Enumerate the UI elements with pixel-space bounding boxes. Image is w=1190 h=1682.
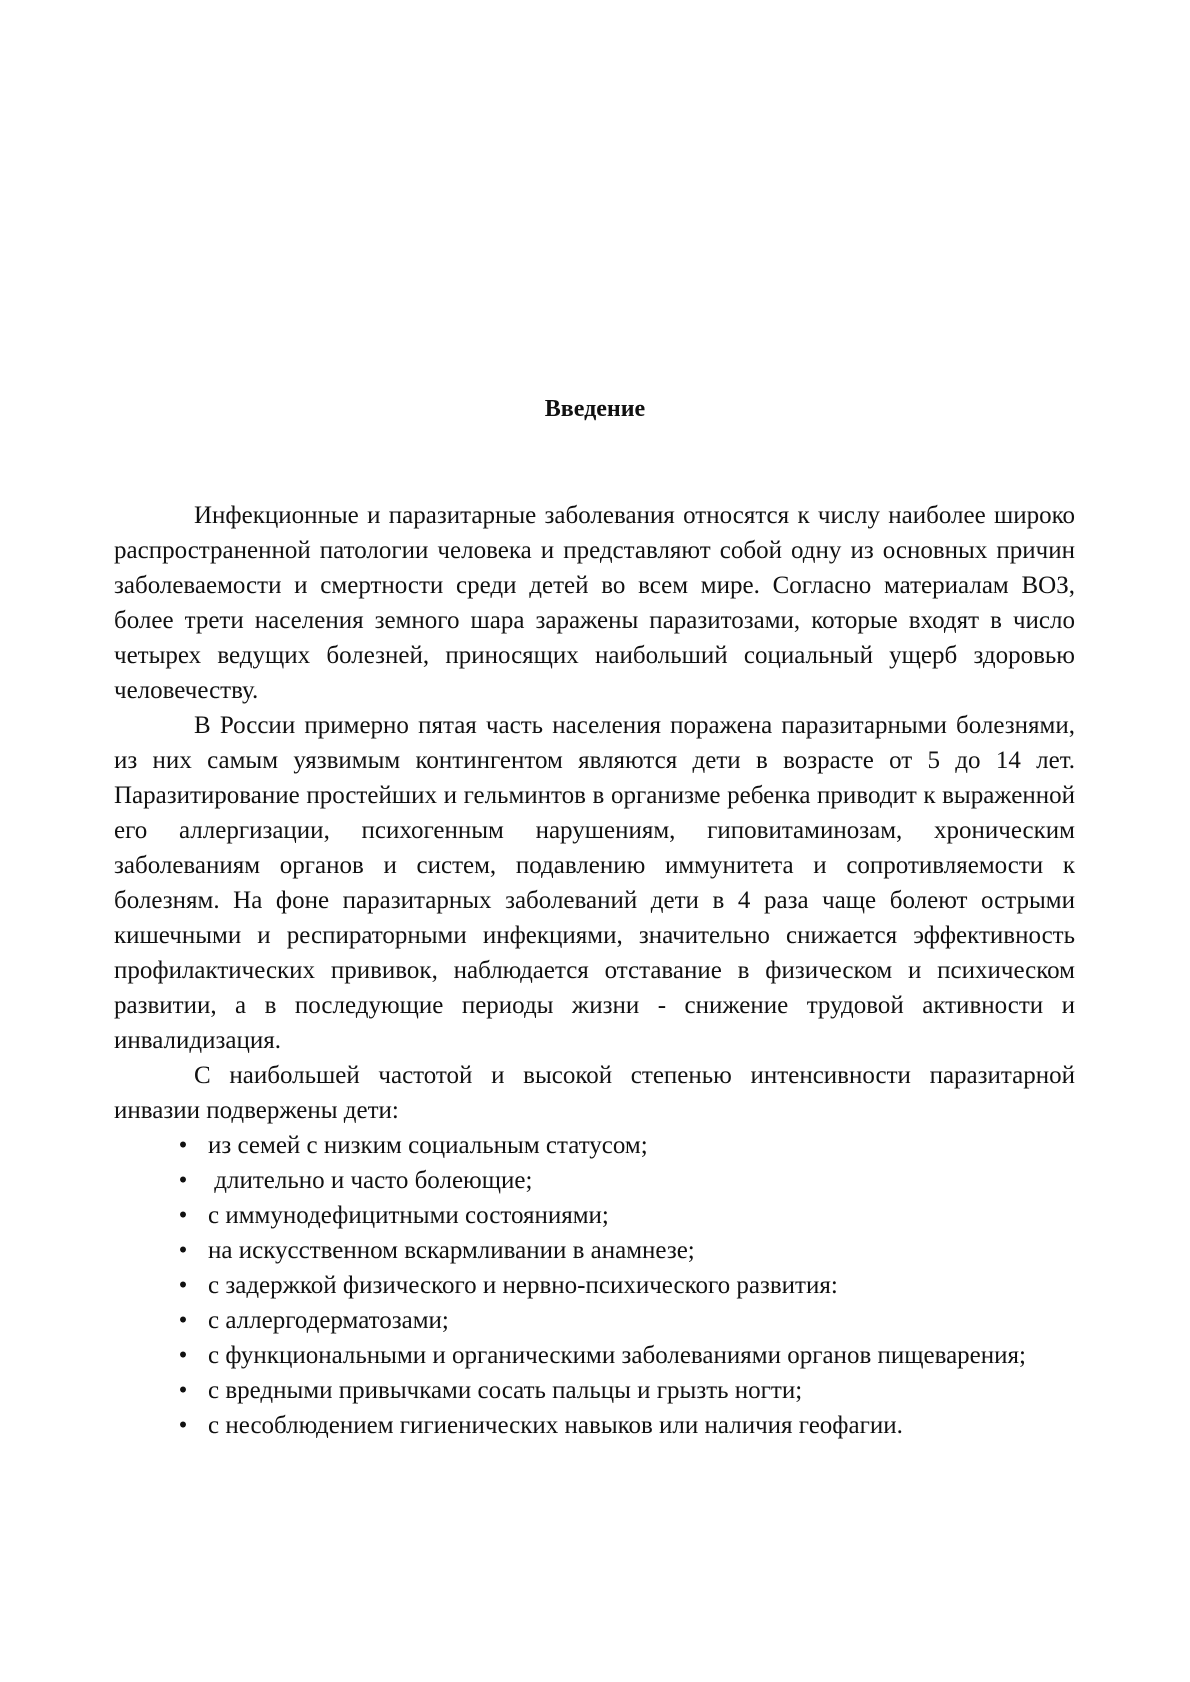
list-item-text: длительно и часто болеющие; (208, 1167, 533, 1194)
list-item-text: из семей с низким социальным статусом; (208, 1132, 648, 1159)
list-item (114, 1408, 1075, 1443)
bullet-icon: • (178, 1237, 188, 1264)
paragraph-intro: Инфекционные и паразитарные заболевания относятся к числу наиболее широко распространенной патологии человека и представляют собой одну из основных причин заболеваемости и смертности среди детей во всем мире. Согласно материалам ВОЗ, более трети населения земного шара заражены паразитозами, которые входят в число четырех ведущих болезней, приносящих наибольший социальный ущерб здоровью человечеству. (114, 502, 1075, 704)
list-item (114, 1303, 1075, 1338)
paragraph-russia: В России примерно пятая часть населения поражена паразитарными болезнями, из них самым уязвимым контингентом являются дети в возрасте от 5 до 14 лет. Паразитирование простейших и гельминтов в организме ребенка приводит к выраженной его аллергизации, психогенным нарушениям, гиповитаминозам, хроническим заболеваниям органов и систем, подавлению иммунитета и сопротивляемости к болезням. На фоне паразитарных заболеваний дети в 4 раза чаще болеют острыми кишечными и респираторными инфекциями, значительно снижается эффективность профилактических прививок, наблюдается отставание в физическом и психическом развитии, а в последующие периоды жизни - снижение трудовой активности и инвалидизация. (114, 712, 1075, 1054)
list-item (114, 1338, 1075, 1373)
paragraph-risk-groups: С наибольшей частотой и высокой степенью интенсивности паразитарной инвазии подвержены дети: (114, 1062, 1075, 1124)
bullet-icon: • (178, 1412, 188, 1439)
list-item-text: на искусственном вскармливании в анамнезе; (208, 1237, 695, 1264)
list-item-text: с вредными привычками сосать пальцы и грызть ногти; (208, 1377, 803, 1404)
page-title: Введение (544, 396, 646, 422)
list-item (114, 1163, 1075, 1198)
bullet-icon: • (178, 1342, 188, 1369)
document-body (114, 498, 1075, 1443)
bullet-icon: • (178, 1377, 188, 1404)
bullet-icon: • (178, 1202, 188, 1229)
bullet-icon: • (178, 1132, 188, 1159)
bullet-icon: • (178, 1272, 188, 1299)
list-item-text: с функциональными и органическими заболеваниями органов пищеварения; (208, 1342, 1026, 1369)
bullet-icon: • (178, 1167, 188, 1194)
list-item-text: с аллергодерматозами; (208, 1307, 449, 1334)
list-item (114, 1233, 1075, 1268)
list-item (114, 1373, 1075, 1408)
list-item-text: с задержкой физического и нервно-психического развития: (208, 1272, 838, 1299)
bullet-icon: • (178, 1307, 188, 1334)
list-item (114, 1128, 1075, 1163)
list-item (114, 1198, 1075, 1233)
risk-group-list (114, 1128, 1075, 1443)
list-item (114, 1268, 1075, 1303)
list-item-text: с несоблюдением гигиенических навыков или наличия геофагии. (208, 1412, 903, 1439)
list-item-text: с иммунодефицитными состояниями; (208, 1202, 609, 1229)
